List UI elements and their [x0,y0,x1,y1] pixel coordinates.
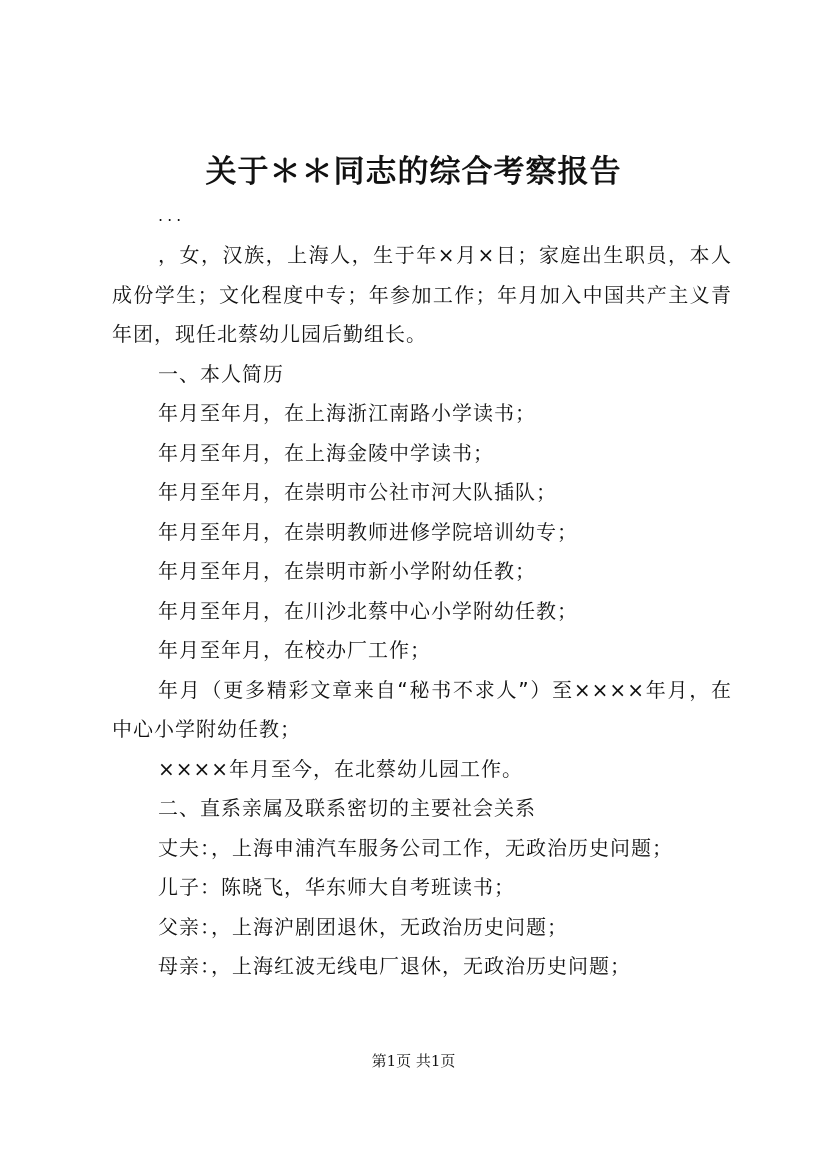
document-body [112,236,732,987]
document-title: 关于＊＊同志的综合考察报告 [205,154,622,190]
resume-item: 年月至年月，在川沙北蔡中心小学附幼任教； [158,598,578,623]
resume-item: 年月至年月，在崇明市公社市河大队插队； [158,480,557,504]
paragraph-intro: ，女，汉族，上海人，生于年×月×日；家庭出生职员，本人成份学生；文化程度中专；年参加工作；年月加入中国共产主义青年团，现任北蔡幼儿园后勤组长。 [112,243,732,346]
relation-item: 儿子：陈晓飞，华东师大自考班读书； [158,875,515,899]
ellipsis-marker: ... [158,206,186,225]
section-heading-relations: 二、直系亲属及联系密切的主要社会关系 [158,796,536,820]
relation-item: 丈夫：，上海申浦汽车服务公司工作，无政治历史问题； [158,835,673,860]
resume-item: 年月至年月，在校办厂工作； [158,638,431,662]
resume-item: 年月至年月，在崇明教师进修学院培训幼专； [158,519,578,544]
resume-item: 年月（更多精彩文章来自“秘书不求人”）至××××年月，在中心小学附幼任教； [112,677,732,741]
relation-item: 母亲：，上海红波无线电厂退休，无政治历史问题； [158,954,631,978]
page-footer: 第1页 共1页 [371,1052,456,1070]
relation-item: 父亲：，上海沪剧团退休，无政治历史问题； [158,914,568,939]
section-heading-resume: 一、本人简历 [158,361,284,386]
resume-item: 年月至年月，在上海浙江南路小学读书； [158,401,536,425]
resume-item: 年月至年月，在崇明市新小学附幼任教； [158,559,536,583]
resume-item: 年月至年月，在上海金陵中学读书； [158,440,494,465]
resume-item: ××××年月至今，在北蔡幼儿园工作。 [158,756,524,781]
